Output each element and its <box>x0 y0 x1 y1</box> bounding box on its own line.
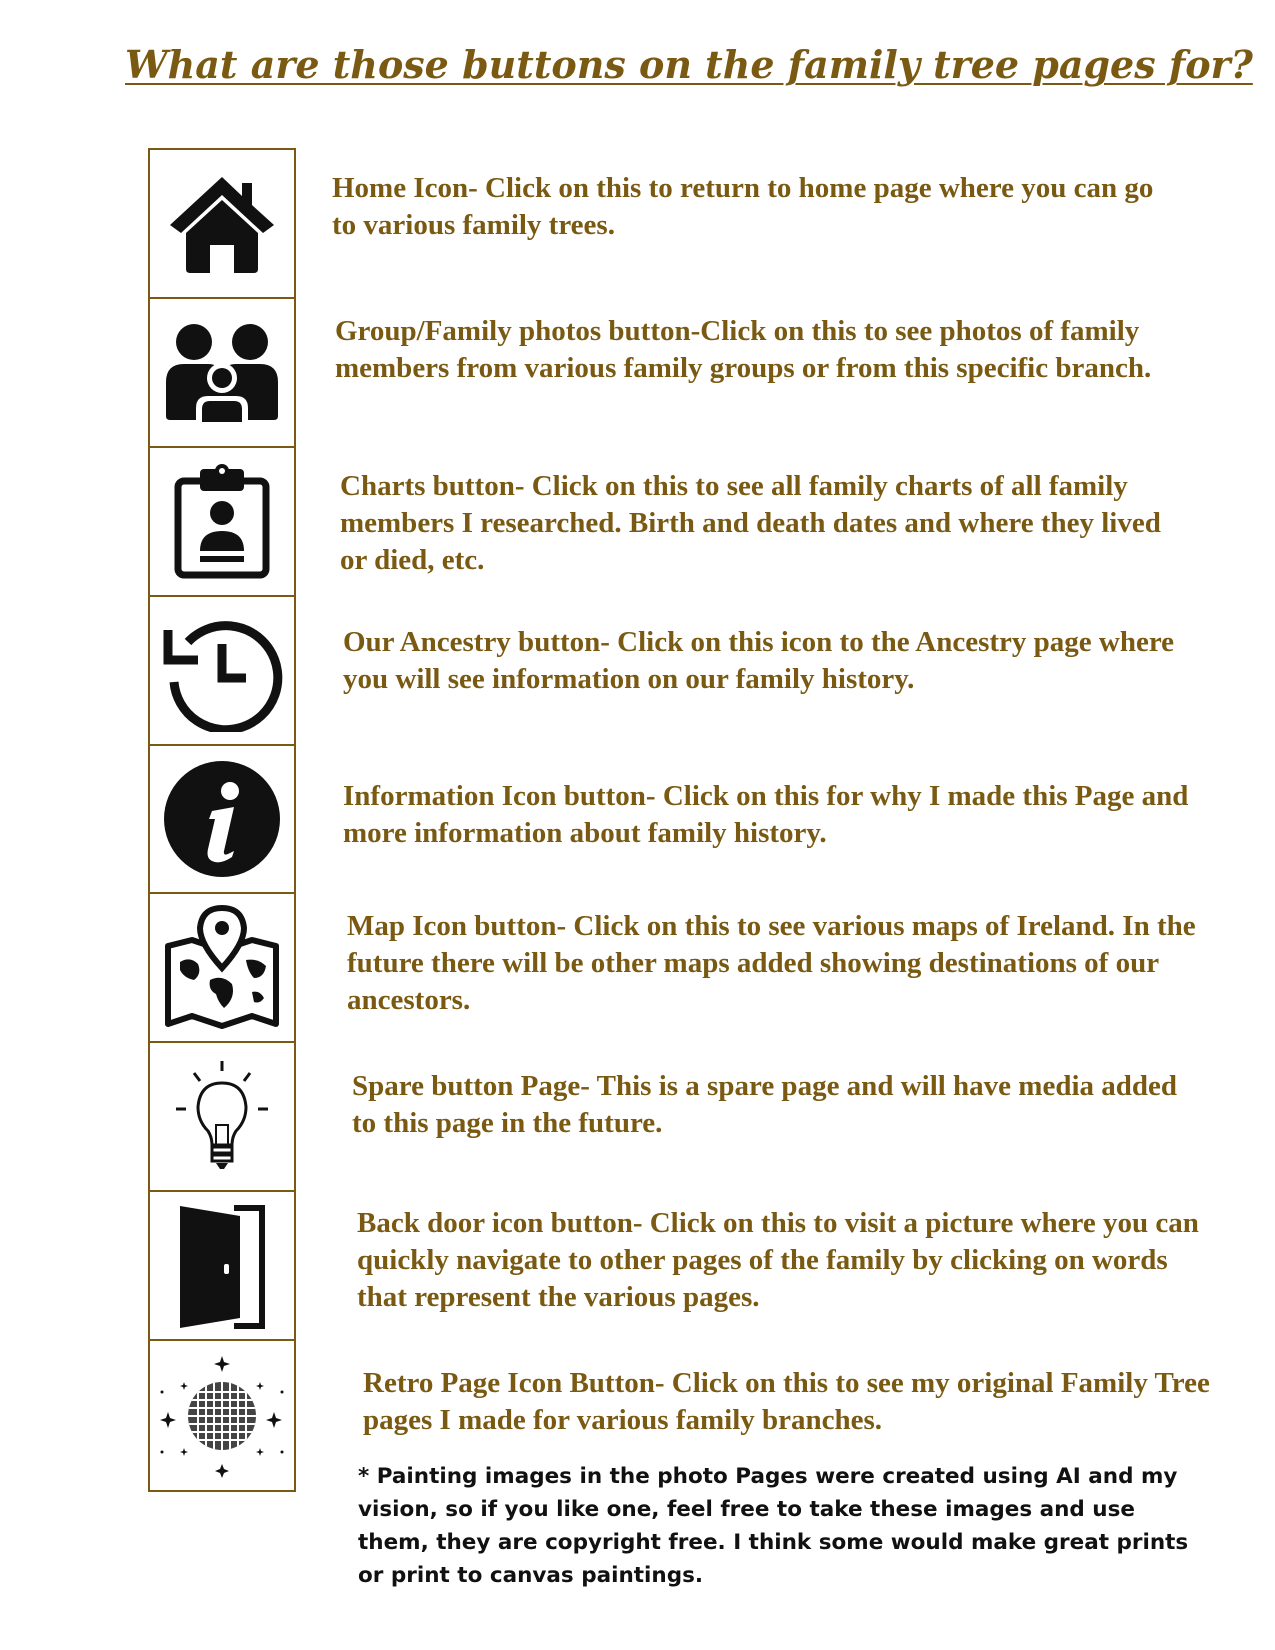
retro-page-button-cell[interactable] <box>150 1341 294 1490</box>
information-description: Information Icon button- Click on this for why I made this Page and more information about family history. <box>343 780 1189 849</box>
map-button-cell[interactable] <box>150 894 294 1043</box>
spare-page-description: Spare button Page- This is a spare page and will have media added to this page in the future. <box>352 1070 1178 1139</box>
home-icon-description: Home Icon- Click on this to return to home page where you can go to various family trees. <box>332 172 1154 241</box>
history-clock-icon <box>160 608 284 732</box>
map-pin-icon <box>162 904 282 1032</box>
information-button-cell[interactable] <box>150 746 294 895</box>
info-icon <box>162 759 282 879</box>
clipboard-badge-icon <box>170 461 274 581</box>
back-door-button-cell[interactable] <box>150 1192 294 1341</box>
disco-ball-icon <box>154 1352 290 1480</box>
ancestry-description: Our Ancestry button- Click on this icon to the Ancestry page where you will see information on our family history. <box>343 626 1175 695</box>
icon-legend-column <box>148 148 296 1492</box>
charts-description: Charts button- Click on this to see all family charts of all family members I researched. Birth and death dates and where they lived or died, etc. <box>340 470 1161 576</box>
lightbulb-icon <box>172 1059 272 1175</box>
ancestry-button-cell[interactable] <box>150 597 294 746</box>
home-icon <box>166 171 278 275</box>
ai-images-footnote: * Painting images in the photo Pages were created using AI and my vision, so if you like one, feel free to take these images and use them, they are copyright free. I think some would make great prints or print to canvas paintings. <box>358 1464 1189 1588</box>
retro-page-description: Retro Page Icon Button- Click on this to see my original Family Tree pages I made for various family branches. <box>363 1367 1210 1436</box>
spare-button-cell[interactable] <box>150 1043 294 1192</box>
map-description: Map Icon button- Click on this to see various maps of Ireland. In the future there will be other maps added showing destinations of our ancestors. <box>347 910 1196 1016</box>
group-photos-icon <box>162 320 282 424</box>
group-photos-description: Group/Family photos button-Click on this to see photos of family members from various family groups or from this specific branch. <box>335 315 1152 384</box>
page-title: What are those buttons on the family tree pages for? <box>125 42 1253 87</box>
group-photos-button-cell[interactable] <box>150 299 294 448</box>
home-button-cell[interactable] <box>150 150 294 299</box>
back-door-description: Back door icon button- Click on this to visit a picture where you can quickly navigate to other pages of the family by clicking on words that represent the various pages. <box>357 1207 1199 1313</box>
door-icon <box>174 1202 270 1330</box>
charts-button-cell[interactable] <box>150 448 294 597</box>
